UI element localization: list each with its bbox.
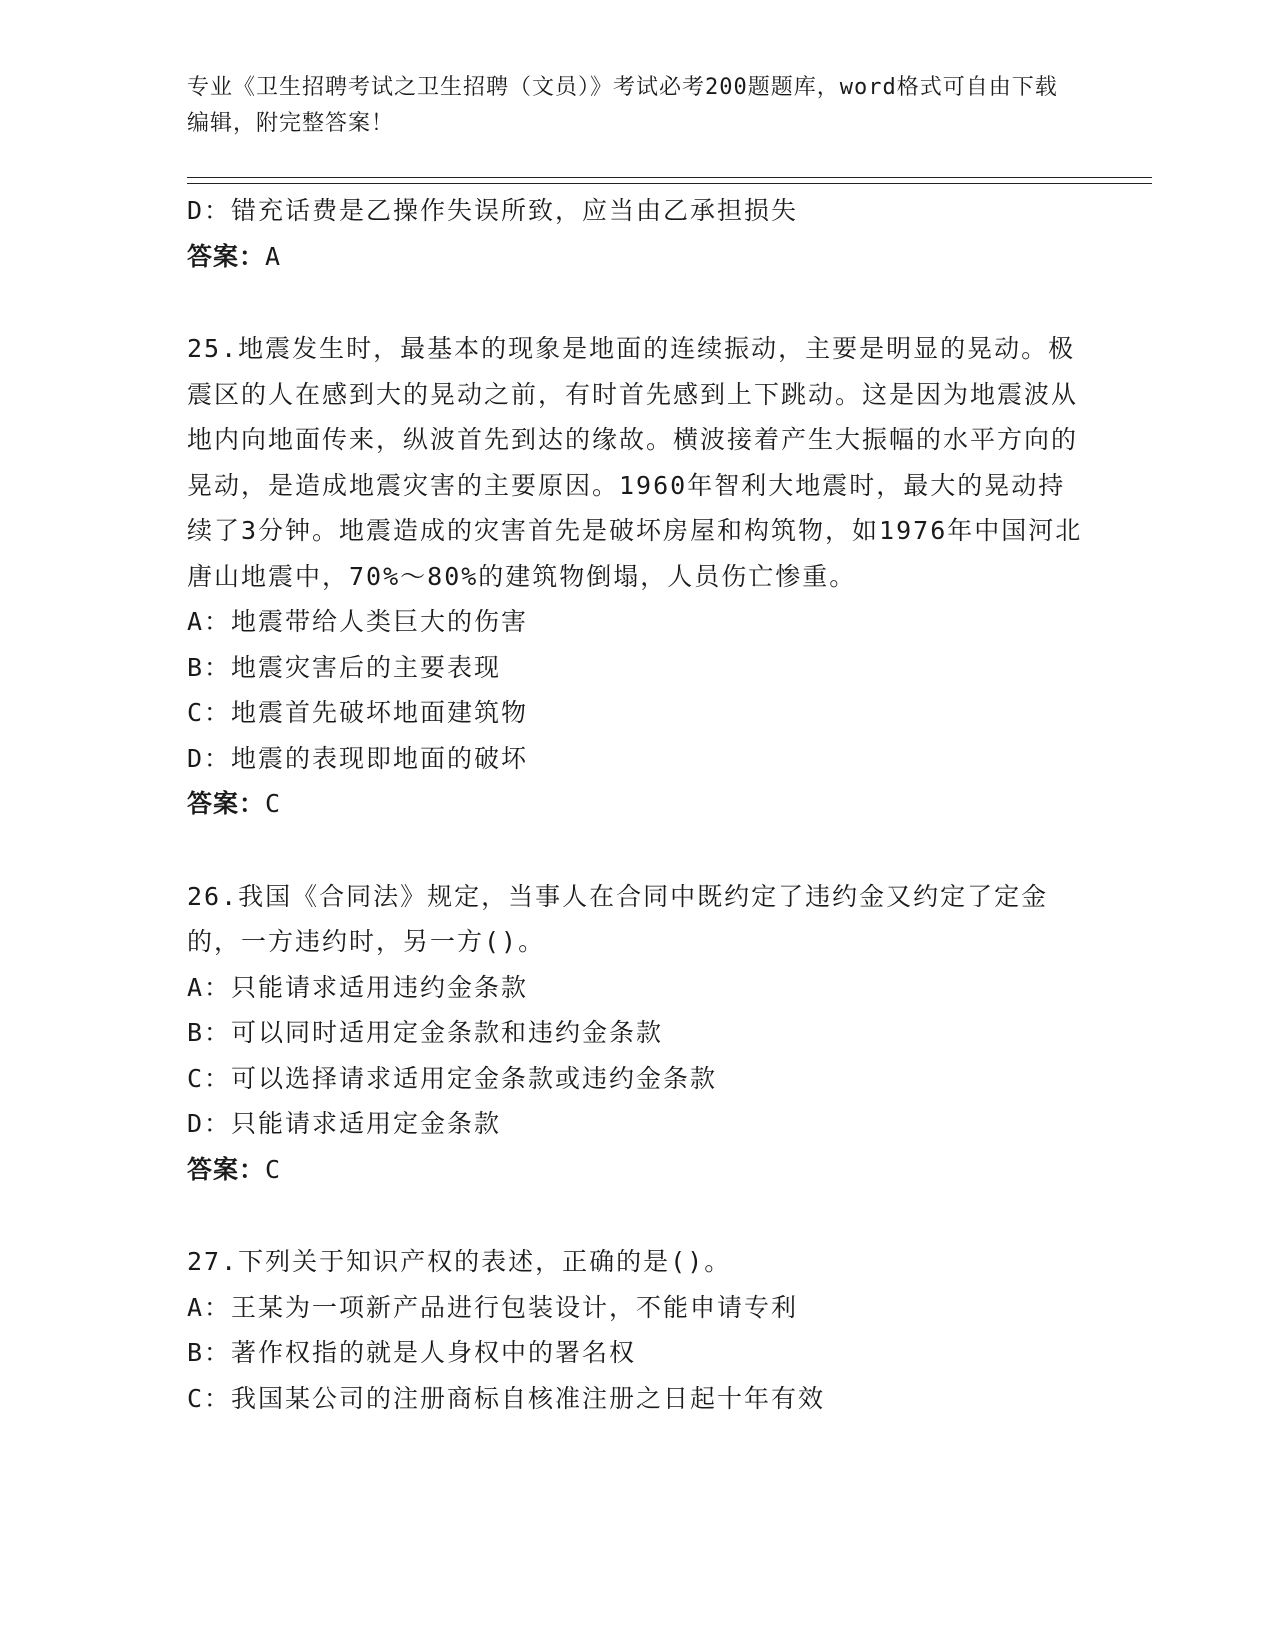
- option-b: B：著作权指的就是人身权中的署名权: [187, 1338, 637, 1367]
- header-rule-bottom: [187, 183, 1152, 184]
- option-a: A：王某为一项新产品进行包装设计，不能申请专利: [187, 1292, 799, 1322]
- answer-label: 答案：: [187, 1154, 266, 1184]
- question-26: [187, 874, 1087, 1193]
- option-c: C：我国某公司的注册商标自核准注册之日起十年有效: [187, 1383, 826, 1413]
- option-b: B：地震灾害后的主要表现: [187, 652, 502, 682]
- answer-value: A: [265, 241, 282, 271]
- answer-line: [187, 1147, 1087, 1193]
- option-c: C：可以选择请求适用定金条款或违约金条款: [187, 1063, 718, 1093]
- option-d: D：地震的表现即地面的破坏: [187, 743, 529, 773]
- option-a: A：只能请求适用违约金条款: [187, 972, 529, 1002]
- question-stem: 27.下列关于知识产权的表述，正确的是()。: [187, 1247, 732, 1276]
- option-d: D：错充话费是乙操作失误所致，应当由乙承担损失: [187, 196, 799, 225]
- answer-label: 答案：: [187, 241, 266, 271]
- question-stem: 25.地震发生时，最基本的现象是地面的连续振动，主要是明显的晃动。极震区的人在感到大的晃动之前，有时首先感到上下跳动。这是因为地震波从地内向地面传来，纵波首先到达的缘故。横波接着产生大振幅的水平方向的晃动，是造成地震灾害的主要原因。1960年智利大地震时，最大的晃动持续了3分钟。地震造成的灾害首先是破坏房屋和构筑物，如1976年中国河北唐山地震中，70%～80%的建筑物倒塌，人员伤亡惨重。: [187, 334, 1083, 591]
- answer-value: C: [265, 1154, 282, 1184]
- spacer: [187, 279, 1087, 326]
- document-body: [187, 188, 1087, 1421]
- spacer: [187, 1192, 1087, 1239]
- answer-line: [187, 234, 1087, 280]
- header-rule-top: [187, 177, 1152, 178]
- option-d: D：只能请求适用定金条款: [187, 1109, 502, 1138]
- previous-question-tail: [187, 188, 1087, 279]
- header-text: 专业《卫生招聘考试之卫生招聘（文员）》考试必考200题题库，word格式可自由下载编辑，附完整答案！: [187, 75, 1058, 136]
- question-25: [187, 326, 1087, 827]
- option-a: A：地震带给人类巨大的伤害: [187, 607, 529, 636]
- question-stem: 26.我国《合同法》规定，当事人在合同中既约定了违约金又约定了定金的，一方违约时，另一方()。: [187, 881, 1049, 956]
- option-b: B：可以同时适用定金条款和违约金条款: [187, 1018, 664, 1047]
- document-header: [187, 70, 1067, 142]
- answer-label: 答案：: [187, 789, 266, 818]
- answer-line: [187, 781, 1087, 827]
- spacer: [187, 827, 1087, 874]
- question-27: [187, 1239, 1087, 1421]
- answer-value: C: [265, 789, 282, 818]
- option-c: C：地震首先破坏地面建筑物: [187, 698, 529, 727]
